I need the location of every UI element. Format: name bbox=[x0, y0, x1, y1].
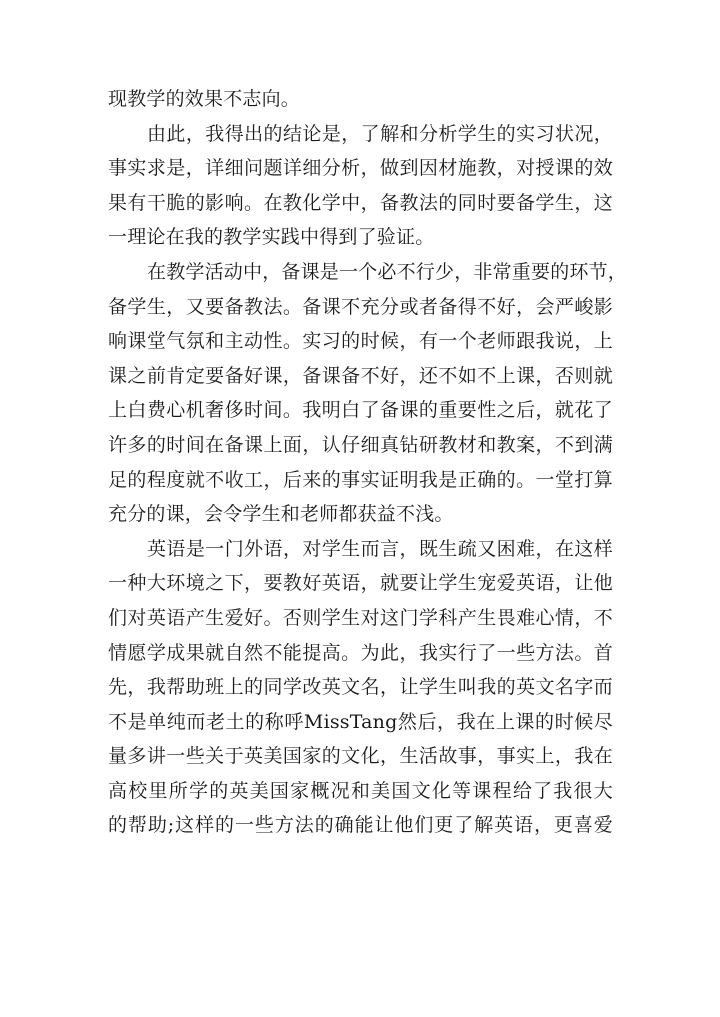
body-text bbox=[108, 82, 628, 843]
text-line: 不是单纯而老土的称呼MissTang然后，我在上课的时候尽 bbox=[108, 710, 613, 733]
text-line: 课之前肯定要备好课，备课备不好，还不如不上课，否则就 bbox=[108, 364, 613, 387]
text-line: 现教学的效果不志向。 bbox=[108, 88, 301, 110]
text-line: 上白费心机奢侈时间。我明白了备课的重要性之后，就花了 bbox=[108, 399, 613, 422]
text-line: 许多的时间在备课上面，认仔细真钻研教材和教案，不到满 bbox=[108, 433, 613, 456]
text-line: 们对英语产生爱好。否则学生对这门学科产生畏难心情，不 bbox=[108, 606, 613, 629]
text-line: 果有干脆的影响。在教化学中，备教法的同时要备学生，这 bbox=[108, 191, 613, 214]
paragraph-start-line: 英语是一门外语，对学生而言，既生疏又困难，在这样 bbox=[147, 537, 613, 560]
text-line: 先，我帮助班上的同学改英文名，让学生叫我的英文名字而 bbox=[108, 676, 613, 699]
text-line: 备学生，又要备教法。备课不充分或者备得不好，会严峻影 bbox=[108, 295, 613, 318]
text-line: 事实求是，详细问题详细分析，做到因材施教，对授课的效 bbox=[108, 157, 613, 180]
paragraph-start-line: 在教学活动中，备课是一个必不行少，非常重要的环节， bbox=[147, 260, 628, 283]
text-line: 情愿学成果就自然不能提高。为此，我实行了一些方法。首 bbox=[108, 641, 613, 664]
text-line: 一种大环境之下，要教好英语，就要让学生宠爱英语，让他 bbox=[108, 572, 613, 595]
text-line: 高校里所学的英美国家概况和美国文化等课程给了我很大 bbox=[108, 779, 613, 802]
paragraph-start-line: 由此，我得出的结论是，了解和分析学生的实习状况， bbox=[147, 122, 613, 145]
text-line: 响课堂气氛和主动性。实习的时候，有一个老师跟我说，上 bbox=[108, 330, 613, 353]
text-line: 一理论在我的教学实践中得到了验证。 bbox=[108, 226, 435, 249]
text-line: 的帮助;这样的一些方法的确能让他们更了解英语，更喜爱 bbox=[108, 814, 613, 837]
text-line: 量多讲一些关于英美国家的文化，生活故事，事实上，我在 bbox=[108, 745, 613, 768]
text-line: 充分的课，会令学生和老师都获益不浅。 bbox=[108, 503, 454, 526]
text-line: 足的程度就不收工，后来的事实证明我是正确的。一堂打算 bbox=[108, 468, 613, 491]
